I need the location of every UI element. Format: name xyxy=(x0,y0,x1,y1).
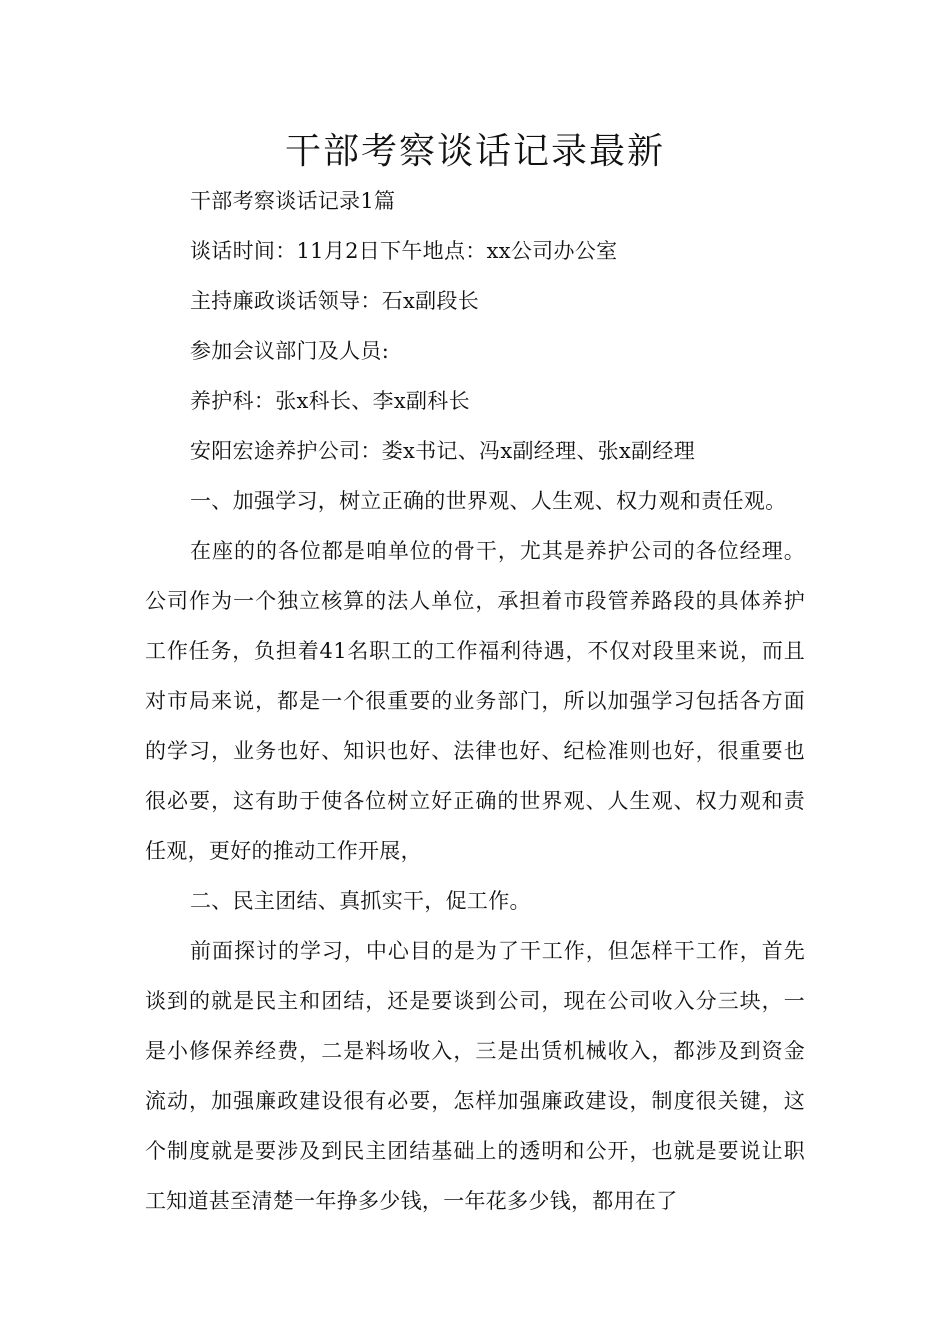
paragraph-body-1: 在座的的各位都是咱单位的骨干，尤其是养护公司的各位经理。公司作为一个独立核算的法人单位，承担着市段管养路段的具体养护工作任务，负担着41名职工的工作福利待遇，不仅对段里来说，而且对市局来说，都是一个很重要的业务部门，所以加强学习包括各方面的学习，业务也好、知识也好、法律也好、纪检准则也好，很重要也很必要，这有助于使各位树立好正确的世界观、人生观、权力观和责任观，更好的推动工作开展， xyxy=(145,539,805,863)
document-title: 干部考察谈话记录最新 xyxy=(284,131,665,172)
paragraph-attendees-heading: 参加会议部门及人员: xyxy=(190,339,390,363)
paragraph-time-location: 谈话时间：11月2日下午地点：xx公司办公室 xyxy=(190,239,618,263)
section-heading-1: 一、加强学习，树立正确的世界观、人生观、权力观和责任观。 xyxy=(190,489,787,513)
document-body xyxy=(145,176,805,1226)
section-heading-2: 二、民主团结、真抓实干，促工作。 xyxy=(190,889,531,913)
paragraph-host: 主持廉政谈话领导：石x副段长 xyxy=(190,289,480,313)
paragraph-attendees-maintenance: 养护科：张x科长、李x副科长 xyxy=(190,389,470,413)
paragraph-subtitle: 干部考察谈话记录1篇 xyxy=(190,189,396,213)
paragraph-attendees-company: 安阳宏途养护公司：娄x书记、冯x副经理、张x副经理 xyxy=(190,439,696,463)
paragraph-body-2: 前面探讨的学习，中心目的是为了干工作，但怎样干工作，首先谈到的就是民主和团结，还是要谈到公司，现在公司收入分三块，一是小修保养经费，二是料场收入，三是出赁机械收入，都涉及到资金流动，加强廉政建设很有必要，怎样加强廉政建设，制度很关键，这个制度就是要涉及到民主团结基础上的透明和公开，也就是要说让职工知道甚至清楚一年挣多少钱，一年花多少钱，都用在了 xyxy=(145,939,805,1213)
